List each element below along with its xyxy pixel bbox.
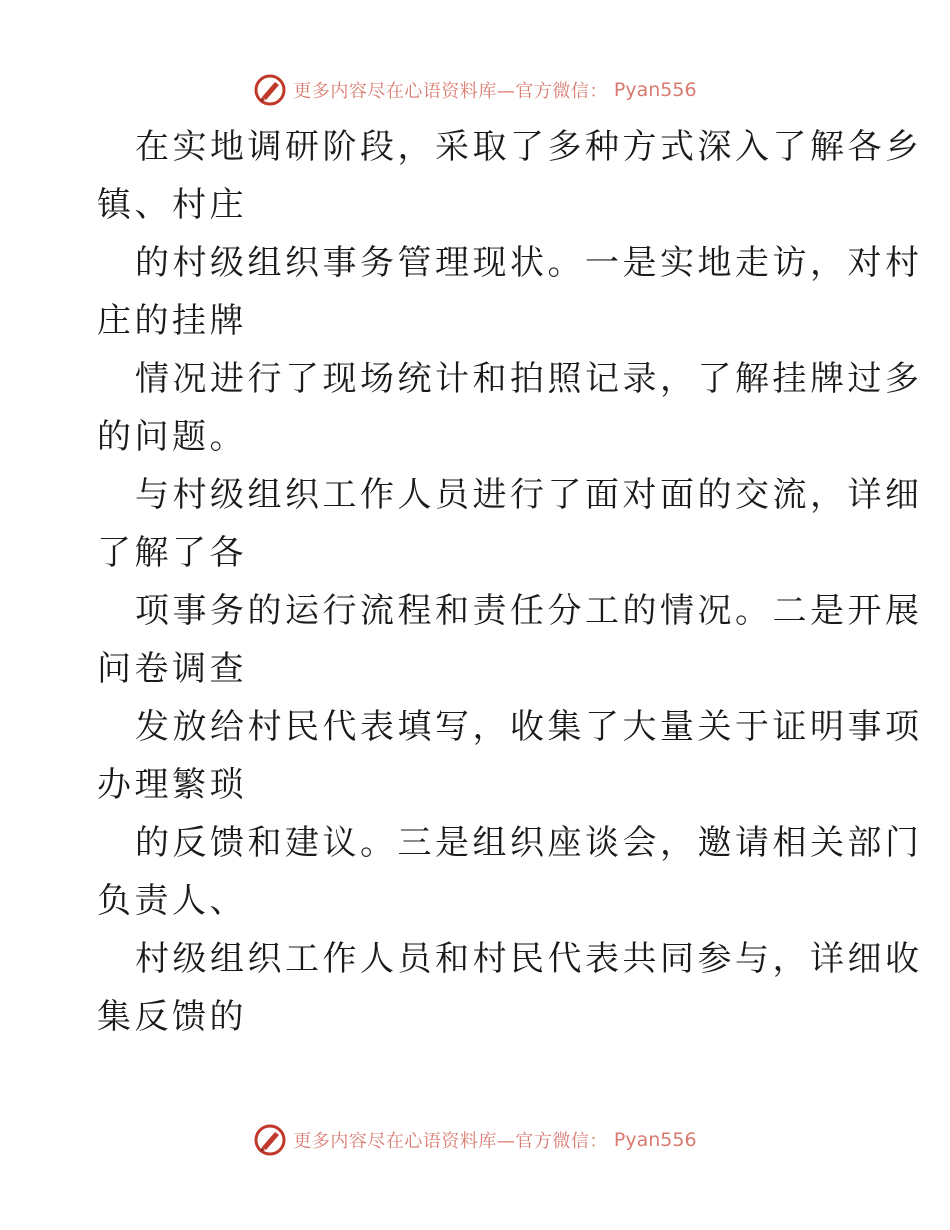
header-watermark [0,70,950,110]
text-line: 与村级组织工作人员进行了面对面的交流，详细 [135,475,923,515]
text-line: 村级组织工作人员和村民代表共同参与，详细收 [135,939,923,979]
text-line: 集反馈的 [97,997,247,1037]
text-line: 了解了各 [97,533,247,573]
pen-logo-icon [253,1123,287,1157]
watermark-account: Pyan556 [613,1129,697,1151]
text-line: 的村级组织事务管理现状。一是实地走访，对村 [135,243,923,283]
text-line: 办理繁琐 [97,765,247,805]
watermark-account: Pyan556 [613,79,697,101]
text-line: 情况进行了现场统计和拍照记录，了解挂牌过多 [135,359,923,399]
pen-logo-icon [253,73,287,107]
text-line: 发放给村民代表填写，收集了大量关于证明事项 [135,707,923,747]
text-line: 庄的挂牌 [97,301,247,341]
text-line: 负责人、 [97,881,247,921]
document-body [97,118,923,1046]
text-line: 的反馈和建议。三是组织座谈会，邀请相关部门 [135,823,923,863]
text-line: 问卷调查 [97,649,247,689]
text-line: 镇、村庄 [97,185,247,225]
text-line: 在实地调研阶段，采取了多种方式深入了解各乡 [135,127,923,167]
footer-watermark [0,1120,950,1160]
text-line: 的问题。 [97,417,247,457]
text-line: 项事务的运行流程和责任分工的情况。二是开展 [135,591,923,631]
watermark-text: 更多内容尽在心语资料库—官方微信： [293,81,608,102]
watermark-text: 更多内容尽在心语资料库—官方微信： [293,1131,608,1152]
